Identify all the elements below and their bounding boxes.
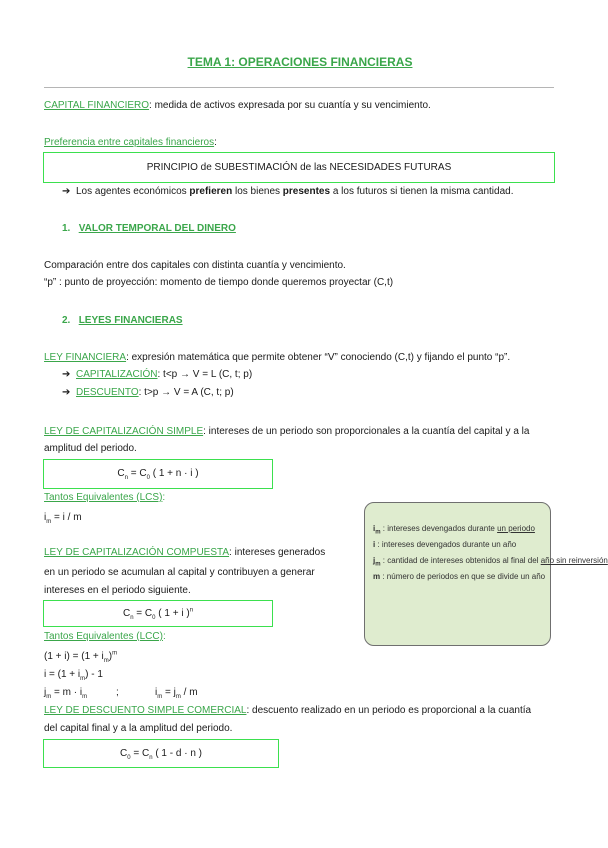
bullet-text-b: prefieren [189, 186, 233, 197]
compuesta-line3: intereses en el periodo siguiente. [44, 585, 191, 596]
note-im: $i_m$ : intereses devengados durante un periodo [373, 524, 535, 536]
note-jm-text: : cantidad de intereses obtenidos al final del [380, 556, 541, 565]
definitions-note [364, 502, 608, 646]
simple-equiv: $i_m = i / m$ [44, 512, 82, 525]
arrow-icon: ➔ [62, 387, 71, 398]
ley-financiera [44, 351, 510, 365]
principle-text: PRINCIPIO de SUBESTIMACIÓN de las NECESIDADES FUTURAS [146, 162, 452, 173]
note-jm: $j_m$ : cantidad de intereses obtenidos al final del año sin reinversión [373, 556, 608, 568]
descuento-line1 [44, 704, 531, 718]
simple-term: LEY DE CAPITALIZACIÓN SIMPLE [44, 426, 204, 437]
simple-formula-box [43, 459, 273, 489]
compuesta-tantos [44, 630, 166, 644]
section1-line1: Comparación entre dos capitales con distinta cuantía y vencimiento. [44, 260, 346, 271]
simple-line1 [44, 425, 529, 439]
simple-tantos-colon: : [162, 492, 166, 503]
compuesta-eq3a: $j_m = m \cdot i_m$ [44, 687, 88, 700]
compuesta-eq3-sep: ; [116, 687, 119, 698]
descuento-ley-term: LEY DE DESCUENTO SIMPLE COMERCIAL [44, 705, 247, 716]
bullet-text-e: a los futuros si tienen la misma cantidad. [330, 186, 514, 197]
descuento-line2: del capital final y a la amplitud del periodo. [44, 723, 233, 734]
note-jm-underlined: año sin reinversión [540, 556, 608, 565]
descuento-def: : t>p → V = A (C, t; p) [138, 387, 234, 398]
section1-heading [62, 222, 236, 236]
simple-tantos-label: Tantos Equivalentes (LCS) [44, 492, 163, 503]
capitalizacion-def: : t<p → V = L (C, t; p) [157, 369, 253, 380]
section2-heading [62, 314, 183, 328]
compuesta-formula: $C_n = C_0$ ( 1 + i )$^n$ [122, 607, 194, 621]
section2-title: LEYES FINANCIERAS [78, 315, 183, 326]
preferencia-colon: : [214, 137, 217, 148]
ley-financiera-term: LEY FINANCIERA [44, 352, 127, 363]
note-m [373, 569, 546, 585]
compuesta-tantos-colon: : [162, 631, 166, 642]
bullet-text-d: presentes [282, 186, 331, 197]
note-im-text: : intereses devengados durante [380, 524, 498, 533]
compuesta-term: LEY DE CAPITALIZACIÓN COMPUESTA [44, 547, 230, 558]
principle-box [43, 152, 555, 183]
simple-tantos [44, 491, 165, 505]
compuesta-eq3b: $i_m = j_m / m$ [155, 687, 198, 700]
arrow-icon: ➔ [62, 369, 71, 380]
section1-title: VALOR TEMPORAL DEL DINERO [78, 223, 236, 234]
page-title: TEMA 1: OPERACIONES FINANCIERAS [187, 55, 413, 69]
title-divider [44, 87, 554, 88]
compuesta-line2: en un periodo se acumulan al capital y contribuyen a generar [44, 567, 315, 578]
arrow-icon: ➔ [62, 186, 71, 197]
compuesta-line1 [44, 546, 325, 560]
descuento-def1: : descuento realizado en un periodo es proporcional a la cuantía [246, 705, 532, 716]
note-i-text: : intereses devengados durante un año [375, 540, 517, 549]
compuesta-eq1: $(1 + i) = (1 + i_m)^m$ [44, 650, 118, 664]
ley-financiera-def: : expresión matemática que permite obtener “V” conociendo (C,t) y fijando el punto “p”. [126, 352, 511, 363]
preferencia-term: Preferencia entre capitales financieros [44, 137, 215, 148]
compuesta-tantos-label: Tantos Equivalentes (LCC) [44, 631, 163, 642]
preferencia-heading [44, 136, 217, 150]
note-m-text: : número de periodos en que se divide un año [380, 572, 546, 581]
compuesta-def1: : intereses generados [229, 547, 326, 558]
bullet-text-c: los bienes [232, 186, 283, 197]
note-im-underlined: un periodo [497, 524, 535, 533]
simple-formula: $C_n = C_0$ ( 1 + n · i ) [117, 468, 199, 481]
preferencia-bullet [62, 185, 513, 199]
descuento-bullet [62, 386, 234, 400]
section2-num: 2. [62, 315, 71, 326]
capitalizacion-bullet [62, 368, 252, 382]
simple-def1: : intereses de un periodo son proporcionales a la cuantía del capital y a la [203, 426, 530, 437]
note-i-label: i [373, 540, 376, 549]
descuento-formula-box [43, 739, 279, 768]
note-i [373, 537, 542, 553]
section1-num: 1. [62, 223, 71, 234]
capitalizacion-term: CAPITALIZACIÓN [76, 369, 158, 380]
simple-line2: amplitud del periodo. [44, 443, 137, 454]
compuesta-formula-box [43, 600, 273, 627]
descuento-term: DESCUENTO [76, 387, 139, 398]
compuesta-eq2: $i = (1 + i_m) - 1$ [44, 669, 103, 682]
capital-def: : medida de activos expresada por su cuantía y su vencimiento. [149, 100, 431, 111]
capital-definition [44, 99, 431, 113]
note-m-label: m [373, 572, 381, 581]
capital-term: CAPITAL FINANCIERO [44, 100, 150, 111]
descuento-formula: $C_0 = C_n$ ( 1 - d · n ) [120, 748, 202, 761]
bullet-text-a: Los agentes económicos [76, 186, 190, 197]
section1-line2: “p” : punto de proyección: momento de tiempo donde queremos proyectar (C,t) [44, 277, 394, 288]
